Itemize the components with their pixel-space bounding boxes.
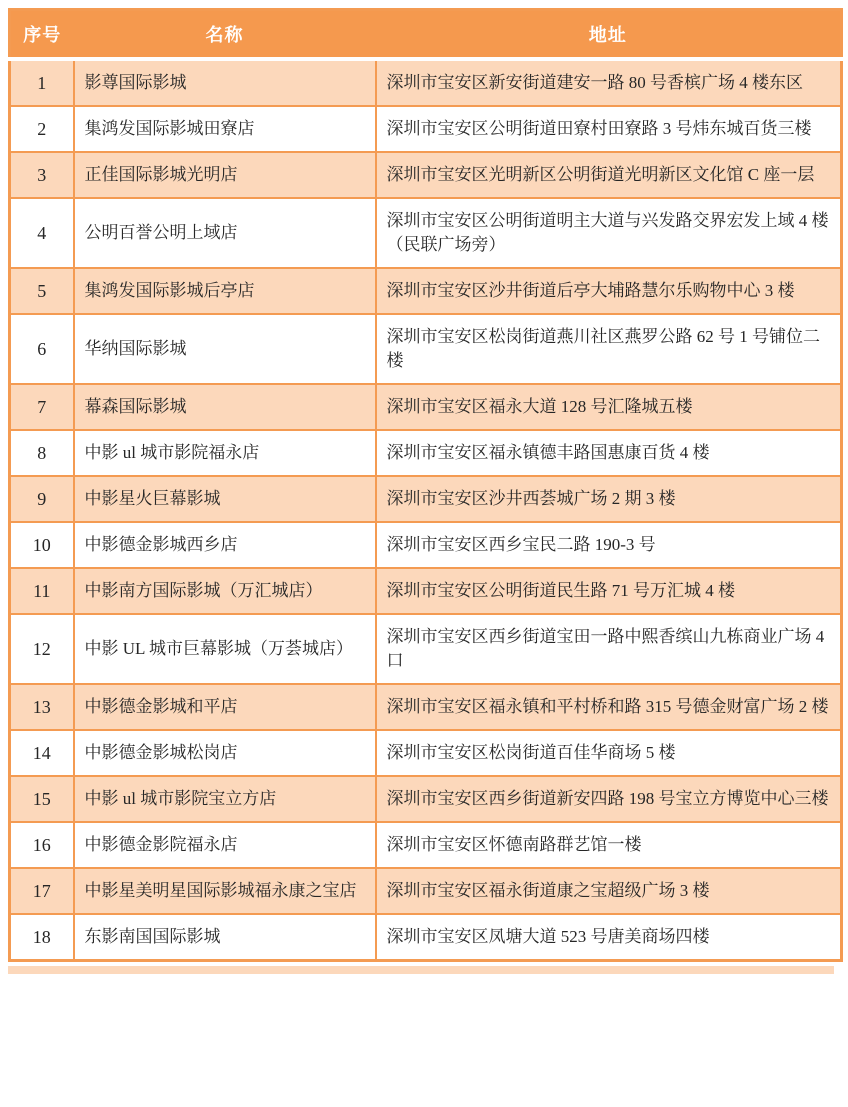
cinema-address: 深圳市宝安区福永大道 128 号汇隆城五楼 xyxy=(376,384,842,430)
cinema-name: 中影德金影城西乡店 xyxy=(74,522,376,568)
cinema-name: 华纳国际影城 xyxy=(74,314,376,384)
cinema-name: 中影星火巨幕影城 xyxy=(74,476,376,522)
row-number: 11 xyxy=(10,568,74,614)
table-row xyxy=(10,430,842,476)
table-row xyxy=(10,614,842,684)
cinema-name: 正佳国际影城光明店 xyxy=(74,152,376,198)
cinema-address: 深圳市宝安区沙井街道后亭大埔路慧尔乐购物中心 3 楼 xyxy=(376,268,842,314)
cinema-address: 深圳市宝安区沙井西荟城广场 2 期 3 楼 xyxy=(376,476,842,522)
row-number: 16 xyxy=(10,822,74,868)
cinema-address: 深圳市宝安区福永镇和平村桥和路 315 号德金财富广场 2 楼 xyxy=(376,684,842,730)
cinema-address: 深圳市宝安区新安街道建安一路 80 号香槟广场 4 楼东区 xyxy=(376,59,842,106)
table-row xyxy=(10,568,842,614)
table-row xyxy=(10,476,842,522)
cinema-name: 影尊国际影城 xyxy=(74,59,376,106)
cinema-address: 深圳市宝安区西乡街道宝田一路中熙香缤山九栋商业广场 4 口 xyxy=(376,614,842,684)
row-number: 4 xyxy=(10,198,74,268)
cinema-name: 中影德金影城和平店 xyxy=(74,684,376,730)
cinema-address: 深圳市宝安区松岗街道燕川社区燕罗公路 62 号 1 号铺位二楼 xyxy=(376,314,842,384)
row-number: 17 xyxy=(10,868,74,914)
row-number: 9 xyxy=(10,476,74,522)
cinema-address: 深圳市宝安区福永镇德丰路国惠康百货 4 楼 xyxy=(376,430,842,476)
row-number: 12 xyxy=(10,614,74,684)
cinema-name: 公明百誉公明上域店 xyxy=(74,198,376,268)
table-row xyxy=(10,868,842,914)
row-number: 10 xyxy=(10,522,74,568)
cinema-address: 深圳市宝安区松岗街道百佳华商场 5 楼 xyxy=(376,730,842,776)
cinema-address: 深圳市宝安区公明街道明主大道与兴发路交界宏发上域 4 楼（民联广场旁） xyxy=(376,198,842,268)
row-number: 3 xyxy=(10,152,74,198)
cinema-name: 中影星美明星国际影城福永康之宝店 xyxy=(74,868,376,914)
cinema-list-table xyxy=(8,8,843,962)
cinema-name: 东影南国国际影城 xyxy=(74,914,376,961)
row-number: 18 xyxy=(10,914,74,961)
table-row xyxy=(10,684,842,730)
table-row xyxy=(10,914,842,961)
table-row xyxy=(10,106,842,152)
cinema-name: 中影南方国际影城（万汇城店） xyxy=(74,568,376,614)
cinema-name: 集鸿发国际影城田寮店 xyxy=(74,106,376,152)
cinema-address: 深圳市宝安区凤塘大道 523 号唐美商场四楼 xyxy=(376,914,842,961)
cinema-name: 中影 ul 城市影院福永店 xyxy=(74,430,376,476)
table-body xyxy=(10,59,842,961)
cinema-name: 中影德金影城松岗店 xyxy=(74,730,376,776)
cinema-address: 深圳市宝安区公明街道田寮村田寮路 3 号炜东城百货三楼 xyxy=(376,106,842,152)
table-row xyxy=(10,314,842,384)
table-row xyxy=(10,152,842,198)
cinema-name: 中影 ul 城市影院宝立方店 xyxy=(74,776,376,822)
cinema-address: 深圳市宝安区福永街道康之宝超级广场 3 楼 xyxy=(376,868,842,914)
row-number: 6 xyxy=(10,314,74,384)
column-header-address: 地址 xyxy=(376,10,842,60)
table-row xyxy=(10,822,842,868)
row-number: 15 xyxy=(10,776,74,822)
table-row xyxy=(10,198,842,268)
table-row xyxy=(10,384,842,430)
table-row xyxy=(10,730,842,776)
cinema-name: 中影德金影院福永店 xyxy=(74,822,376,868)
cinema-address: 深圳市宝安区光明新区公明街道光明新区文化馆 C 座一层 xyxy=(376,152,842,198)
column-header-name: 名称 xyxy=(74,10,376,60)
cinema-address: 深圳市宝安区西乡街道新安四路 198 号宝立方博览中心三楼 xyxy=(376,776,842,822)
cinema-address: 深圳市宝安区公明街道民生路 71 号万汇城 4 楼 xyxy=(376,568,842,614)
row-number: 14 xyxy=(10,730,74,776)
cinema-address: 深圳市宝安区怀德南路群艺馆一楼 xyxy=(376,822,842,868)
column-header-number: 序号 xyxy=(10,10,74,60)
row-number: 7 xyxy=(10,384,74,430)
table-row xyxy=(10,268,842,314)
cinema-name: 集鸿发国际影城后亭店 xyxy=(74,268,376,314)
row-number: 5 xyxy=(10,268,74,314)
cinema-name: 中影 UL 城市巨幕影城（万荟城店） xyxy=(74,614,376,684)
header-row xyxy=(10,10,842,60)
partial-next-row xyxy=(8,966,834,974)
table-header xyxy=(10,10,842,60)
row-number: 2 xyxy=(10,106,74,152)
row-number: 13 xyxy=(10,684,74,730)
cinema-address: 深圳市宝安区西乡宝民二路 190-3 号 xyxy=(376,522,842,568)
table-row xyxy=(10,776,842,822)
cinema-name: 幕森国际影城 xyxy=(74,384,376,430)
row-number: 1 xyxy=(10,59,74,106)
table-row xyxy=(10,59,842,106)
table-row xyxy=(10,522,842,568)
row-number: 8 xyxy=(10,430,74,476)
